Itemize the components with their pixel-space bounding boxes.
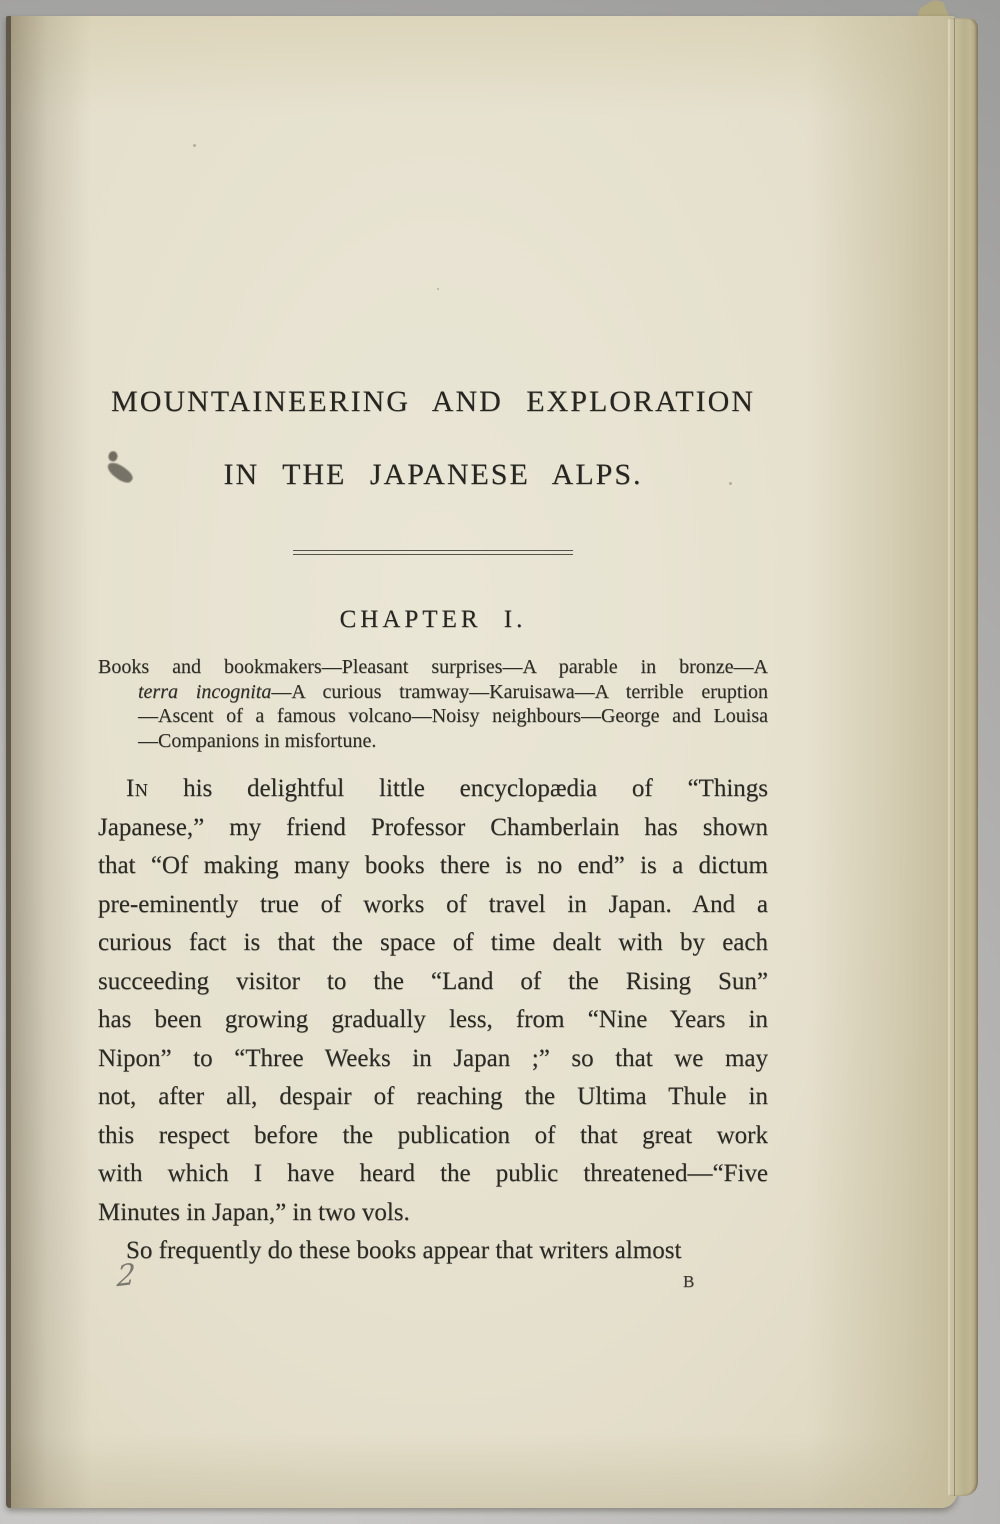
summary-line	[98, 680, 768, 705]
body-line: that “Of making many books there is no end” is a dictum	[98, 852, 768, 879]
body-text	[98, 770, 768, 1271]
body-line: Minutes in Japan,” in two vols.	[98, 1198, 410, 1226]
paper-speck	[193, 144, 196, 147]
body-line: succeeding visitor to the “Land of the Rising Sun”	[98, 967, 768, 995]
body-line: has been growing gradually less, from “Nine Years in	[98, 1006, 768, 1033]
latin-phrase: terra incognita	[138, 680, 272, 703]
book-title-line2: IN THE JAPANESE ALPS.	[223, 458, 643, 491]
pencil-page-number: 2	[116, 1256, 137, 1294]
paper-speck	[437, 288, 439, 290]
body-line: not, after all, despair of reaching the Ultima Thule in	[98, 1083, 768, 1110]
book-title-line1: MOUNTAINEERING AND EXPLORATION	[111, 385, 755, 418]
body-line-rest: his delightful little encyclopædia of “Things	[148, 775, 768, 802]
printer-signature-mark: B	[683, 1272, 696, 1291]
page-edge-stack	[948, 18, 978, 1496]
book-page	[6, 16, 957, 1508]
chapter-heading: CHAPTER I.	[339, 606, 527, 633]
summary-line-rest: —A curious tramway—Karuisawa—A terrible eruption	[271, 680, 768, 703]
body-line: with which I have heard the public threatened—“Five	[98, 1160, 768, 1187]
body-line-paragraph2: So frequently do these books appear that writers almost	[126, 1237, 682, 1264]
body-line: curious fact is that the space of time dealt with by each	[98, 929, 768, 956]
body-line: this respect before the publication of that great work	[98, 1121, 768, 1149]
summary-line: Books and bookmakers—Pleasant surprises—A parable in bronze—A	[98, 656, 768, 678]
summary-line: —Companions in misfortune.	[138, 729, 377, 752]
body-line: Japanese,” my friend Professor Chamberlain has shown	[98, 813, 768, 841]
body-line: Nipon” to “Three Weeks in Japan ;” so that we may	[98, 1044, 768, 1072]
title-divider-rule	[293, 550, 573, 555]
chapter-summary	[98, 655, 768, 753]
summary-line: —Ascent of a famous volcano—Noisy neighbours—George and Louisa	[138, 705, 768, 728]
body-line: pre-eminently true of works of travel in Japan. And a	[98, 890, 768, 918]
body-line	[98, 770, 768, 809]
drop-word: In	[126, 775, 149, 802]
